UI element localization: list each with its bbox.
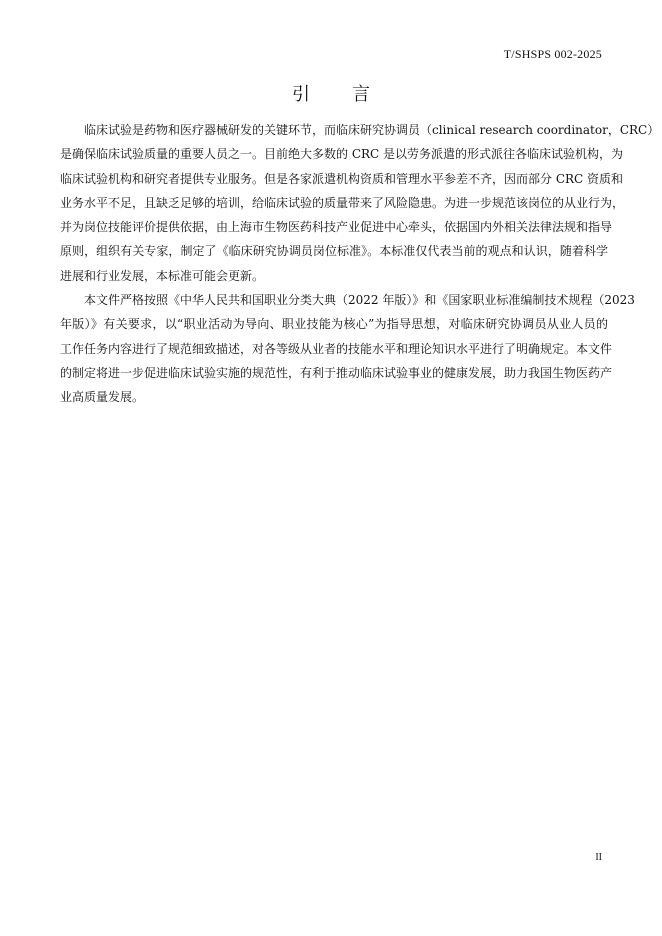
paragraph-1-line: 临床试验机构和研究者提供专业服务。但是各家派遣机构资质和管理水平参差不齐，因而部分 CRC 资质和 (60, 171, 624, 186)
paragraph-1-line: 进展和行业发展，本标准可能会更新。 (60, 268, 265, 283)
paragraph-2-line: 本文件严格按照《中华人民共和国职业分类大典（2022 年版）》和《国家职业标准编制技术规程（2023 (84, 293, 635, 308)
page-number: II (595, 852, 602, 863)
paragraph-1-line: 是确保临床试验质量的重要人员之一。目前绝大多数的 CRC 是以劳务派遣的形式派往各临床试验机构，为 (60, 147, 624, 162)
paragraph-2-line: 年版）》有关要求，以“职业活动为导向、职业技能为核心”为指导思想，对临床研究协调员从业人员的 (60, 317, 608, 332)
document-code: T/SHSPS 002-2025 (503, 47, 602, 61)
page-title-char-1: 引 (292, 84, 310, 105)
paragraph-1-line: 原则，组织有关专家，制定了《临床研究协调员岗位标准》。本标准仅代表当前的观点和认识，随着科学 (60, 244, 608, 259)
paragraph-2-line: 业高质量发展。 (60, 390, 145, 405)
page-title (0, 80, 662, 106)
paragraph-1-line: 并为岗位技能评价提供依据，由上海市生物医药科技产业促进中心牵头，依据国内外相关法律法规和指导 (60, 220, 613, 235)
paragraph-1-line: 临床试验是药物和医疗器械研发的关键环节，而临床研究协调员（clinical research coordinator，CRC） (84, 123, 660, 137)
paragraph-2-line: 工作任务内容进行了规范细致描述，对各等级从业者的技能水平和理论知识水平进行了明确规定。本文件 (60, 341, 613, 356)
paragraph-1-line: 业务水平不足，且缺乏足够的培训，给临床试验的质量带来了风险隐患。为进一步规范该岗位的从业行为， (60, 195, 625, 210)
paragraph-2-line: 的制定将进一步促进临床试验实施的规范性，有利于推动临床试验事业的健康发展，助力我国生物医药产 (60, 365, 613, 380)
page-title-char-2: 言 (352, 84, 370, 105)
body-text (60, 118, 660, 410)
